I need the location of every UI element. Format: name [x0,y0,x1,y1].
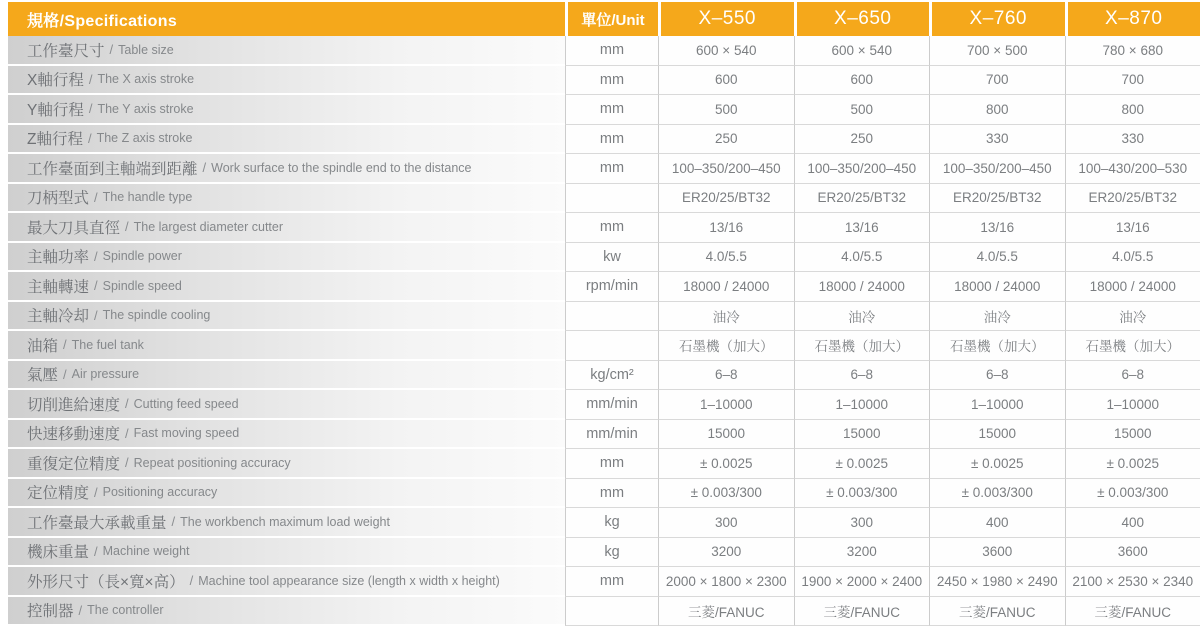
label-separator: / [94,543,98,559]
value-cell: 100–350/200–450 [658,154,794,184]
spec-label-en: The controller [87,603,164,618]
value-cell: 6–8 [658,361,794,391]
value-cell: 石墨機（加大） [658,331,794,361]
spec-label-zh: 切削進給速度 [27,396,121,414]
value-cell: 油冷 [1065,302,1200,332]
model-header: X–550 [658,2,794,36]
value-cell: ± 0.003/300 [929,479,1065,509]
spec-label-cell [8,479,565,509]
value-cell: 6–8 [794,361,930,391]
table-row [0,331,1200,361]
spec-label-cell [8,302,565,332]
spec-label-en: Machine tool appearance size (length x width x height) [198,573,500,588]
spec-label-en: The spindle cooling [102,308,211,323]
value-cell: 18000 / 24000 [794,272,930,302]
value-cell: 600 × 540 [658,36,794,66]
spec-label-zh: 機床重量 [27,544,90,562]
value-cell: 1–10000 [794,390,930,420]
value-cell: ER20/25/BT32 [929,184,1065,214]
table-row [0,95,1200,125]
label-separator: / [94,484,98,500]
value-cell: 15000 [1065,420,1200,450]
spec-label-zh: 工作臺最大承載重量 [27,514,167,532]
spec-label-en: Repeat positioning accuracy [133,455,291,470]
spec-label-cell [8,243,565,273]
spec-label-en: Table size [118,42,174,57]
value-cell: 800 [929,95,1065,125]
spec-label-en: Machine weight [102,544,190,559]
value-cell: ER20/25/BT32 [794,184,930,214]
unit-cell: kg/cm² [565,361,658,391]
spec-label-cell [8,95,565,125]
model-header: X–760 [929,2,1065,36]
spec-label-zh: 主軸冷却 [27,308,90,326]
model-header: X–650 [794,2,930,36]
value-cell: 石墨機（加大） [1065,331,1200,361]
spec-label-cell [8,66,565,96]
model-header: X–870 [1065,2,1200,36]
spec-label-zh: 快速移動速度 [27,426,121,444]
spec-label-cell [8,213,565,243]
table-row [0,597,1200,626]
spec-label-zh: 油箱 [27,337,59,355]
value-cell: 700 [929,66,1065,96]
value-cell: 4.0/5.5 [1065,243,1200,273]
value-cell: 400 [1065,508,1200,538]
value-cell: 2000 × 1800 × 2300 [658,567,794,597]
table-row [0,125,1200,155]
value-cell: 13/16 [794,213,930,243]
value-cell: 三菱/FANUC [794,597,930,626]
value-cell: 油冷 [794,302,930,332]
spec-label-zh: 主軸功率 [27,249,90,267]
value-cell: ± 0.0025 [794,449,930,479]
table-row [0,66,1200,96]
label-separator: / [125,396,129,412]
value-cell: ± 0.0025 [929,449,1065,479]
table-row [0,36,1200,66]
spec-label-zh: 定位精度 [27,485,90,503]
label-separator: / [94,278,98,294]
value-cell: 100–350/200–450 [929,154,1065,184]
value-cell: 330 [929,125,1065,155]
value-cell: 1900 × 2000 × 2400 [794,567,930,597]
spec-label-zh: 最大刀具直徑 [27,219,121,237]
value-cell: 15000 [929,420,1065,450]
value-cell: 780 × 680 [1065,36,1200,66]
label-separator: / [88,101,93,117]
unit-cell: mm [565,66,658,96]
unit-cell: mm [565,125,658,155]
spec-label-cell [8,449,565,479]
value-cell: 石墨機（加大） [794,331,930,361]
label-separator: / [94,307,98,323]
spec-label-en: Spindle power [102,249,182,264]
unit-cell [565,302,658,332]
value-cell: 15000 [794,420,930,450]
value-cell: 6–8 [929,361,1065,391]
spec-label-cell [8,508,565,538]
value-cell: 600 × 540 [794,36,930,66]
unit-cell: mm [565,213,658,243]
spec-label-en: The X axis stroke [97,72,195,87]
value-cell: ± 0.003/300 [794,479,930,509]
spec-label-zh: 氣壓 [27,367,59,385]
value-cell: 400 [929,508,1065,538]
unit-cell: mm [565,95,658,125]
table-row [0,243,1200,273]
spec-label-en: The fuel tank [71,337,144,352]
value-cell: 700 × 500 [929,36,1065,66]
value-cell: 4.0/5.5 [929,243,1065,273]
value-cell: 3200 [658,538,794,568]
spec-label-cell [8,420,565,450]
value-cell: 1–10000 [658,390,794,420]
value-cell: ± 0.0025 [1065,449,1200,479]
unit-cell: mm [565,479,658,509]
unit-cell [565,331,658,361]
value-cell: 500 [658,95,794,125]
value-cell: 330 [1065,125,1200,155]
spec-label-zh: X軸行程 [27,72,84,90]
value-cell: 18000 / 24000 [1065,272,1200,302]
spec-label-zh: 主軸轉速 [27,278,90,296]
value-cell: 250 [658,125,794,155]
value-cell: ± 0.003/300 [658,479,794,509]
spec-label-zh: 工作臺面到主軸端到距離 [27,160,198,178]
table-row [0,449,1200,479]
unit-cell: mm [565,449,658,479]
label-separator: / [63,366,67,382]
label-separator: / [202,160,207,176]
unit-cell: kg [565,508,658,538]
unit-cell: kg [565,538,658,568]
value-cell: 3600 [929,538,1065,568]
spec-label-en: Spindle speed [102,278,182,293]
spec-label-zh: 控制器 [27,603,74,621]
value-cell: 18000 / 24000 [658,272,794,302]
spec-label-en: Air pressure [71,367,140,382]
value-cell: 18000 / 24000 [929,272,1065,302]
value-cell: 三菱/FANUC [1065,597,1200,626]
spec-label-cell [8,154,565,184]
label-separator: / [189,573,194,589]
value-cell: 300 [794,508,930,538]
spec-label-cell [8,125,565,155]
label-separator: / [63,337,67,353]
value-cell: ± 0.003/300 [1065,479,1200,509]
unit-cell: rpm/min [565,272,658,302]
value-cell: 100–350/200–450 [794,154,930,184]
value-cell: 600 [658,66,794,96]
value-cell: 250 [794,125,930,155]
value-cell: 800 [1065,95,1200,125]
value-cell: 1–10000 [1065,390,1200,420]
label-separator: / [94,248,98,264]
spec-label-cell [8,361,565,391]
value-cell: 1–10000 [929,390,1065,420]
table-row [0,272,1200,302]
table-row [0,154,1200,184]
value-cell: 300 [658,508,794,538]
spec-label-cell [8,36,565,66]
label-separator: / [125,219,129,235]
value-cell: 三菱/FANUC [929,597,1065,626]
spec-label-zh: 重復定位精度 [27,455,121,473]
value-cell: 700 [1065,66,1200,96]
value-cell: ER20/25/BT32 [1065,184,1200,214]
label-separator: / [88,71,93,87]
spec-label-en: Fast moving speed [133,426,240,441]
spec-label-en: The largest diameter cutter [133,219,284,234]
spec-label-zh: Y軸行程 [27,101,84,119]
spec-label-en: The handle type [102,190,193,205]
spec-label-en: Positioning accuracy [102,485,218,500]
value-cell: 3200 [794,538,930,568]
label-separator: / [94,189,98,205]
spec-label-cell [8,272,565,302]
value-cell: ± 0.0025 [658,449,794,479]
table-row [0,184,1200,214]
table-row [0,479,1200,509]
table-row [0,390,1200,420]
unit-cell [565,184,658,214]
unit-cell: mm [565,154,658,184]
table-header [0,0,1200,36]
value-cell: 6–8 [1065,361,1200,391]
unit-header: 單位/Unit [565,2,658,36]
table-row [0,213,1200,243]
value-cell: 500 [794,95,930,125]
unit-cell: kw [565,243,658,273]
value-cell: 100–430/200–530 [1065,154,1200,184]
table-row [0,302,1200,332]
value-cell: 3600 [1065,538,1200,568]
spec-label-zh: 工作臺尺寸 [27,42,105,60]
unit-cell: mm [565,567,658,597]
label-separator: / [87,130,92,146]
spec-label-en: The Y axis stroke [97,101,194,116]
label-separator: / [78,602,83,618]
unit-cell [565,597,658,626]
label-separator: / [125,455,129,471]
value-cell: 石墨機（加大） [929,331,1065,361]
value-cell: 4.0/5.5 [658,243,794,273]
table-row [0,508,1200,538]
value-cell: 13/16 [1065,213,1200,243]
spec-label-cell [8,184,565,214]
value-cell: 13/16 [658,213,794,243]
spec-label-cell [8,538,565,568]
spec-label-en: The workbench maximum load weight [180,514,390,529]
label-separator: / [171,514,176,530]
spec-label-zh: 刀柄型式 [27,190,90,208]
spec-header: 規格/Specifications [8,2,565,36]
spec-label-en: Cutting feed speed [133,396,239,411]
table-row [0,361,1200,391]
table-body [0,36,1200,626]
spec-label-cell [8,567,565,597]
value-cell: 15000 [658,420,794,450]
unit-cell: mm [565,36,658,66]
table-row [0,420,1200,450]
value-cell: ER20/25/BT32 [658,184,794,214]
table-row [0,567,1200,597]
value-cell: 油冷 [658,302,794,332]
spec-label-zh: Z軸行程 [27,131,83,149]
value-cell: 4.0/5.5 [794,243,930,273]
spec-label-zh: 外形尺寸（長×寬×高） [27,573,185,591]
spec-label-cell [8,390,565,420]
value-cell: 13/16 [929,213,1065,243]
spec-label-en: Work surface to the spindle end to the distance [211,160,472,175]
spec-label-en: The Z axis stroke [96,131,193,146]
value-cell: 油冷 [929,302,1065,332]
label-separator: / [125,425,129,441]
value-cell: 三菱/FANUC [658,597,794,626]
value-cell: 2100 × 2530 × 2340 [1065,567,1200,597]
value-cell: 2450 × 1980 × 2490 [929,567,1065,597]
table-row [0,538,1200,568]
value-cell: 600 [794,66,930,96]
label-separator: / [109,42,114,58]
spec-label-cell [8,331,565,361]
spec-label-cell [8,597,565,626]
unit-cell: mm/min [565,390,658,420]
unit-cell: mm/min [565,420,658,450]
